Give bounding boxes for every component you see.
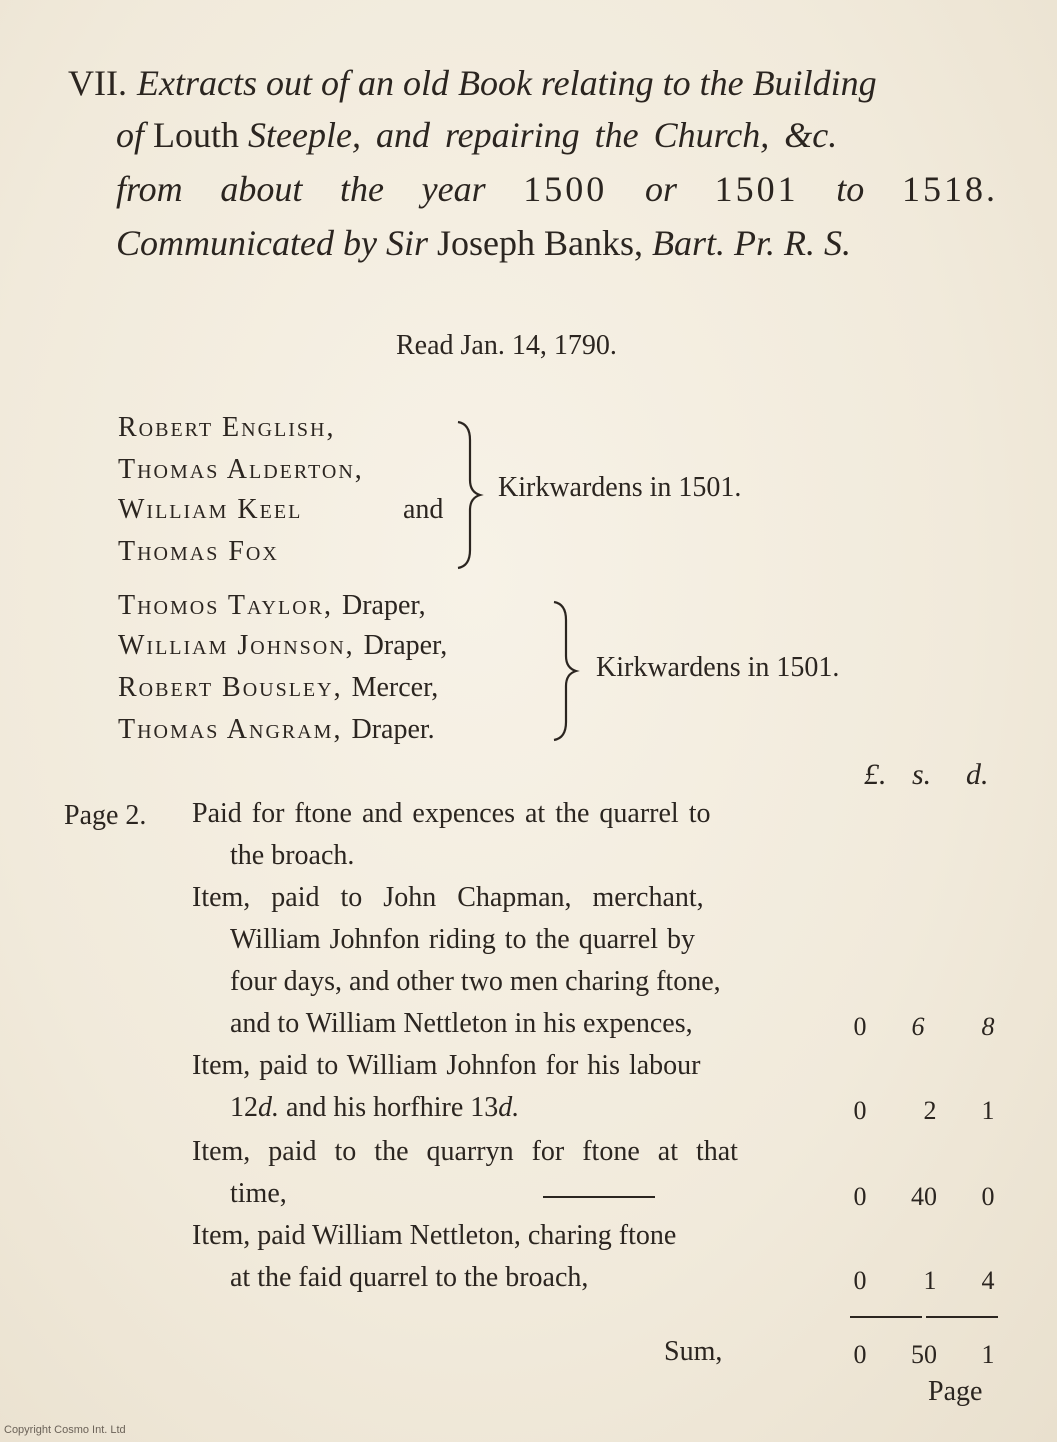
entry4-shillings: 40 — [911, 1182, 937, 1211]
catchword: Page — [928, 1376, 983, 1407]
entry4-line2: time, — [230, 1178, 287, 1209]
entry4-pence: 0 — [981, 1182, 995, 1211]
entry5-line1: Item, paid William Nettleton, charing ftone — [192, 1220, 677, 1251]
read-date: Read Jan. 14, 1790. — [396, 330, 617, 361]
entry2-pounds: 0 — [853, 1012, 867, 1041]
group2-name-4: Thomas Angram, Draper. — [118, 714, 435, 745]
entry2-shillings: 6 — [911, 1012, 925, 1041]
entry2-line3: four days, and other two men charing ftone, — [230, 966, 721, 997]
sum-rule-right — [926, 1316, 998, 1318]
group1-name-3: William Keel — [118, 494, 303, 525]
sum-shillings: 50 — [911, 1340, 937, 1369]
group2-brace — [552, 600, 582, 742]
article-number: VII. — [68, 63, 127, 103]
sum-rule-left — [850, 1316, 922, 1318]
group2-name-1: Thomos Taylor, Draper, — [118, 590, 426, 621]
article-title-line-4: Communicated by Sir Joseph Banks, Bart. Pr. R. S. — [116, 223, 851, 263]
sum-label: Sum, — [664, 1336, 723, 1367]
entry3-shillings: 2 — [923, 1096, 937, 1125]
article-title-line-1: VII. Extracts out of an old Book relating to the Building — [68, 63, 877, 103]
entry3-line2: 12d. and his horfhire 13d. — [230, 1092, 520, 1123]
entry2-line1: Item, paid to John Chapman, merchant, — [192, 882, 704, 913]
article-title-line-3: from about the year 1500 or 1501 to 1518. — [116, 169, 998, 209]
article-title-line-2: of Louth Steeple, and repairing the Church, &c. — [116, 115, 838, 155]
entry3-pence: 1 — [981, 1096, 995, 1125]
entry4-dash-rule — [543, 1196, 655, 1198]
entry5-shillings: 1 — [923, 1266, 937, 1295]
group1-name-3-and: and — [403, 494, 444, 525]
currency-shillings-header: s. — [912, 758, 932, 791]
group1-brace — [456, 420, 486, 570]
group2-name-3: Robert Bousley, Mercer, — [118, 672, 439, 703]
entry5-pence: 4 — [981, 1266, 995, 1295]
entry3-line1: Item, paid to William Johnfon for his labour — [192, 1050, 701, 1081]
entry5-pounds: 0 — [853, 1266, 867, 1295]
group1-name-4: Thomas Fox — [118, 536, 279, 567]
entry1-line2: the broach. — [230, 840, 355, 871]
entry4-line1: Item, paid to the quarryn for ftone at that — [192, 1136, 738, 1167]
group1-name-1: Robert English, — [118, 412, 336, 443]
entry5-line2: at the faid quarrel to the broach, — [230, 1262, 589, 1293]
entry3-pounds: 0 — [853, 1096, 867, 1125]
entry2-line4: and to William Nettleton in his expences, — [230, 1008, 693, 1039]
group1-label: Kirkwardens in 1501. — [498, 472, 742, 503]
group2-label: Kirkwardens in 1501. — [596, 652, 840, 683]
entry4-pounds: 0 — [853, 1182, 867, 1211]
copyright-notice: Copyright Cosmo Int. Ltd — [4, 1424, 126, 1436]
currency-pence-header: d. — [966, 758, 989, 791]
entry2-pence: 8 — [981, 1012, 995, 1041]
page-label: Page 2. — [64, 800, 147, 831]
entry1-line1: Paid for ftone and expences at the quarrel to — [192, 798, 711, 829]
sum-pence: 1 — [981, 1340, 995, 1369]
entry2-line2: William Johnfon riding to the quarrel by — [230, 924, 696, 955]
sum-pounds: 0 — [853, 1340, 867, 1369]
group2-name-2: William Johnson, Draper, — [118, 630, 448, 661]
currency-pounds-header: £. — [864, 758, 887, 791]
group1-name-2: Thomas Alderton, — [118, 454, 364, 485]
